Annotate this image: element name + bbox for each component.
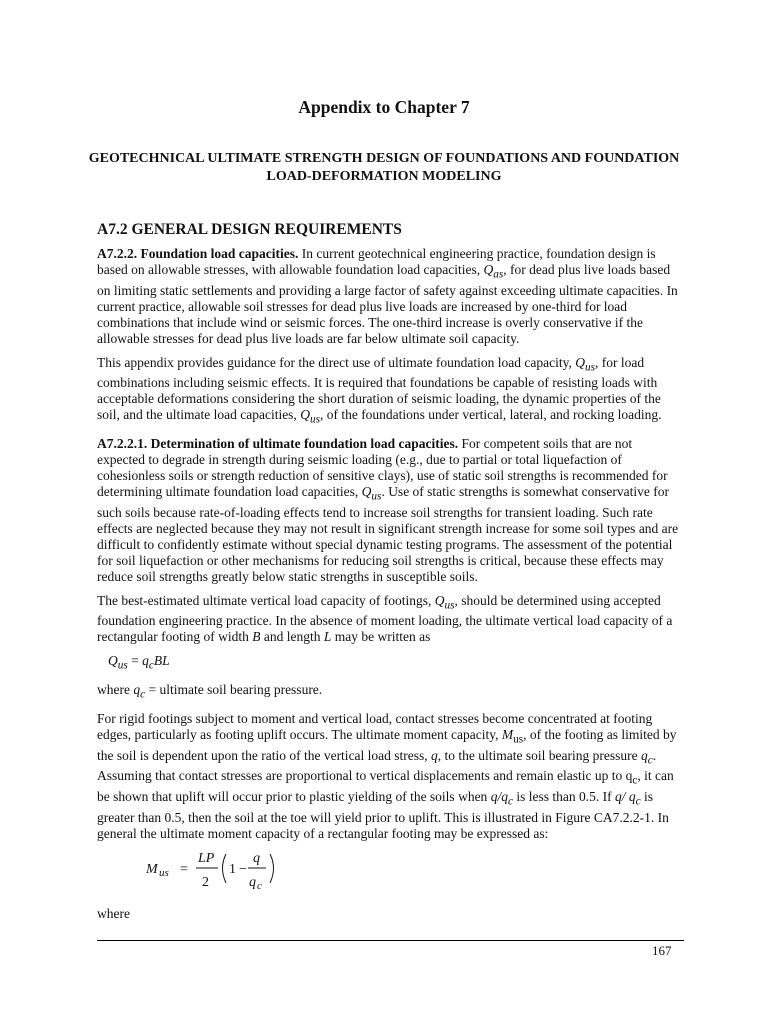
where-label: where (97, 906, 130, 921)
where-definition: where $q_c$ = ultimate soil bearing pressure. (97, 682, 323, 701)
body-text (97, 246, 683, 850)
eq-M: M (146, 862, 158, 877)
paragraph-moment-capacity: For rigid footings subject to moment and vertical load, contact stresses become concentrated at footing edges, particularly as footing uplift occurs. The ultimate moment capacity, $M_{us}$, of the footing as limited by the soil is dependent upon the ratio of the vertical load stress, q, to the ultimate soil bearing pressure $q_c$. Assuming that contact stresses are proportional to vertical displacements and remain elastic up to $q_c$, it can be shown that uplift will occur prior to plastic yielding of the soils when $q/q_c$ is less than 0.5. If q/ $q_c$ is greater than 0.5, then the soil at the toe will yield prior to uplift. This is illustrated in Figure CA7.2.2-1. In general the ultimate moment capacity of a rectangular footing may be expressed as: (97, 710, 677, 841)
paragraph-vertical-load-capacity: The best-estimated ultimate vertical load capacity of footings, $Q_{us}$, should be determined using accepted foundation engineering practice. In the absence of moment loading, the ultimate vertical load capacity of a rectangular footing of width B and length L may be written as (97, 592, 673, 645)
document-subtitle: GEOTECHNICAL ULTIMATE STRENGTH DESIGN OF FOUNDATIONS AND FOUNDATION LOAD-DEFORMATION MODELING (88, 151, 680, 184)
appendix-title: Appendix to Chapter 7 (298, 97, 470, 117)
section-heading: A7.2 GENERAL DESIGN REQUIREMENTS (97, 221, 402, 238)
eq-numerator: LP (198, 851, 215, 866)
eq-one: 1 (229, 862, 236, 877)
clause-heading: A7.2.2. Foundation load capacities. (97, 246, 299, 261)
eq-M-sub: us (159, 867, 169, 879)
footer-rule (97, 940, 684, 941)
paragraph-ultimate-capacities: A7.2.2.1. Determination of ultimate foundation load capacities. For competent soils that are not expected to degrade in strength during seismic loading (e.g., due to partial or total liquefaction of cohesionless soils or strength reduction of sensitive clays), use of static soil strengths is recommended for determining ultimate foundation load capacities, $Q_{us}$. Use of static strengths is somewhat conservative for such soils because rate-of-loading effects tend to increase soil strengths for transient loading. Such rate effects are neglected because they may not result in significant strength increase for some soil types and are difficult to confidently estimate without special dynamic testing programs. The assessment of the potential for soil liquefaction or other mechanisms for reducing soil strengths is critical, because these effects may reduce soil strengths greatly below static strengths in susceptible soils. (97, 436, 679, 584)
eq-frac-denominator: q (249, 875, 256, 890)
paragraph-appendix-guidance: This appendix provides guidance for the direct use of ultimate foundation load capacity, $Q_{us}$, for load combinations including seismic effects. It is required that foundations be capable of resisting loads with acceptable deformations considering the short duration of seismic loading, the dynamic properties of the soil, and the ultimate load capacities, $Q_{us}$, of the foundations under vertical, lateral, and rocking loading. (97, 354, 662, 427)
eq-left-paren (223, 854, 227, 883)
eq-minus: − (239, 862, 247, 877)
eq-frac-denominator-sub: c (257, 880, 262, 891)
eq-frac-numerator: q (253, 851, 260, 866)
equation-ultimate-vertical-load: $Q_{us} = q_cBL$ (108, 653, 170, 673)
paragraph-foundation-load-capacities: A7.2.2. Foundation load capacities. In current geotechnical engineering practice, foundation design is based on allowable stresses, with allowable foundation load capacities, $Q_{as}$, for dead plus live loads based on limiting static settlements and providing a large factor of safety against exceeding ultimate capacities. In current practice, allowable soil stresses for dead plus live loads are increased by one-third for load combinations that include wind or seismic forces. The one-third increase is overly conservative if the allowable stresses for dead plus live loads are far below ultimate soil capacity. (97, 246, 678, 346)
equation-moment-capacity (146, 845, 286, 891)
eq-right-paren (270, 854, 274, 883)
eq-equals: = (180, 862, 188, 877)
eq-denominator: 2 (202, 875, 209, 890)
clause-heading: A7.2.2.1. Determination of ultimate foundation load capacities. (97, 436, 459, 452)
page-number: 167 (652, 943, 672, 958)
